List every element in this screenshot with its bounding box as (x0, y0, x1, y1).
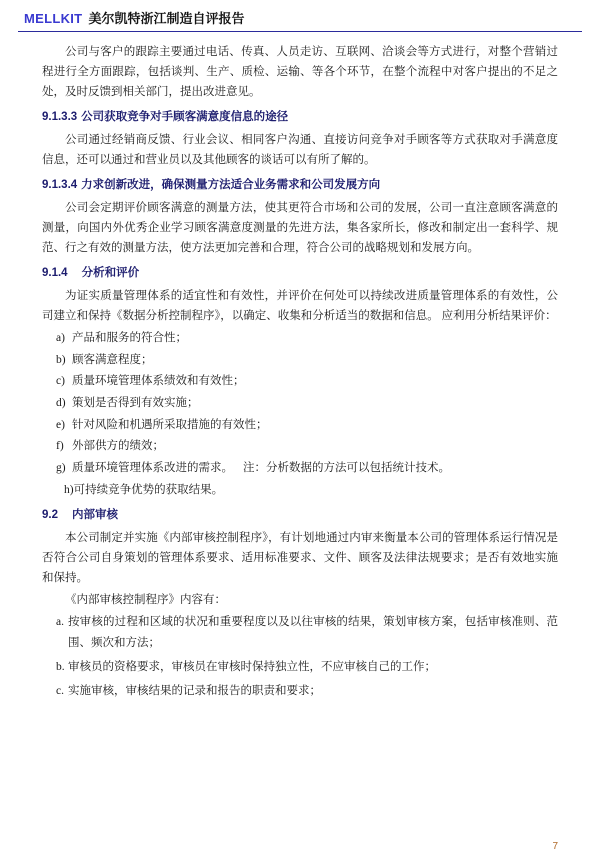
list-item-label: 策划是否得到有效实施； (72, 396, 199, 409)
list-marker: b. (56, 660, 65, 673)
list-marker: f) (56, 440, 64, 453)
section-title: 分析和评价 (81, 267, 140, 280)
section-paragraph-9-1-4: 为证实质量管理体系的适宜性和有效性，并评价在何处可以持续改进质量管理体系的有效性，公司建立和保持《数据分析控制程序》，以确定、收集和分析适当的数据和信息。 应利用分析结果评价： (42, 289, 558, 322)
list-marker: c) (56, 375, 65, 388)
list-item (42, 393, 558, 414)
internal-audit-subtitle: 《内部审核控制程序》内容有： (65, 594, 226, 607)
section-number: 9.1.3.4 (42, 179, 78, 192)
list-item-label: 实施审核，审核结果的记录和报告的职责和要求； (68, 684, 321, 697)
section-number: 9.2 (42, 509, 58, 522)
document-header (18, 0, 582, 32)
list-marker: g) (56, 462, 66, 475)
section-title: 公司获取竞争对手顾客满意度信息的途径 (81, 111, 289, 124)
list-item (42, 458, 558, 479)
list-item (42, 681, 558, 702)
list-item (42, 350, 558, 371)
section-paragraph-9-1-3-3: 公司通过经销商反馈、行业会议、相同客户沟通、直接访问竞争对手顾客等方式获取对手满意度信息，还可以通过和营业员以及其他顾客的谈话可以有所了解的。 (42, 133, 558, 167)
list-item (42, 415, 558, 436)
list-item-text: 质量环境管理体系改进的需求。 (72, 462, 233, 475)
list-item (42, 371, 558, 392)
list-item (42, 436, 558, 457)
list-marker: c. (56, 684, 64, 697)
brand-logo: MELLKIT (24, 11, 83, 26)
section-title: 内部审核 (72, 509, 118, 522)
header-title: 美尔凯特浙江制造自评报告 (88, 11, 245, 26)
list-item-label (72, 458, 558, 479)
page-number: 7 (552, 841, 558, 852)
list-marker: e) (56, 418, 65, 431)
list-item-label: 审核员的资格要求，审核员在审核时保持独立性，不应审核自己的工作； (68, 660, 436, 673)
list-marker: a) (56, 331, 65, 344)
list-item-label: 外部供方的绩效； (72, 440, 164, 453)
analysis-evaluation-list (42, 328, 558, 479)
list-item-label: 针对风险和机遇所采取措施的有效性； (72, 418, 268, 431)
list-item-label: 产品和服务的符合性； (72, 331, 187, 344)
internal-audit-list (42, 612, 558, 701)
section-number: 9.1.3.3 (42, 111, 78, 124)
list-item (42, 328, 558, 349)
section-heading-9-1-3-3 (42, 108, 558, 128)
section-title: 力求创新改进，确保测量方法适合业务需求和公司发展方向 (81, 179, 381, 192)
analysis-item-h: h)可持续竞争优势的获取结果。 (64, 483, 224, 496)
list-marker: a. (56, 616, 64, 629)
list-item-label: 顾客满意程度； (72, 353, 153, 366)
document-body (0, 32, 600, 701)
list-item-label: 质量环境管理体系绩效和有效性； (72, 375, 245, 388)
section-heading-9-1-3-4 (42, 176, 558, 196)
list-item (42, 657, 558, 678)
list-item-note: 注：分析数据的方法可以包括统计技术。 (243, 462, 450, 475)
list-item-label: 按审核的过程和区域的状况和重要程度以及以往审核的结果，策划审核方案，包括审核准则、范围、频次和方法； (68, 616, 558, 650)
section-heading-9-1-4 (42, 264, 558, 284)
list-item (42, 612, 558, 653)
intro-paragraph: 公司与客户的跟踪主要通过电话、传真、人员走访、互联网、洽谈会等方式进行，对整个营销过程进行全方面跟踪，包括谈判、生产、质检、运输、等各个环节，在整个流程中对客户提出的不足之处，及时反馈到相关部门，提出改进意见。 (42, 46, 558, 99)
section-paragraph-9-1-3-4: 公司会定期评价顾客满意的测量方法，使其更符合市场和公司的发展，公司一直注意顾客满意的测量，向国内外优秀企业学习顾客满意度测量的先进方法，集各家所长，修改和制定出一套科学、规范、行之有效的测量方法，使方法更加完善和合理，符合公司的战略规划和发展方向。 (42, 201, 558, 254)
section-number: 9.1.4 (42, 267, 68, 280)
list-marker: d) (56, 396, 66, 409)
section-paragraph-9-2: 本公司制定并实施《内部审核控制程序》，有计划地通过内审来衡量本公司的管理体系运行情况是否符合公司自身策划的管理体系要求、适用标准要求、文件、顾客及法律法规要求；是否有效地实施和保持。 (42, 531, 558, 585)
section-heading-9-2 (42, 506, 558, 526)
list-marker: b) (56, 353, 66, 366)
